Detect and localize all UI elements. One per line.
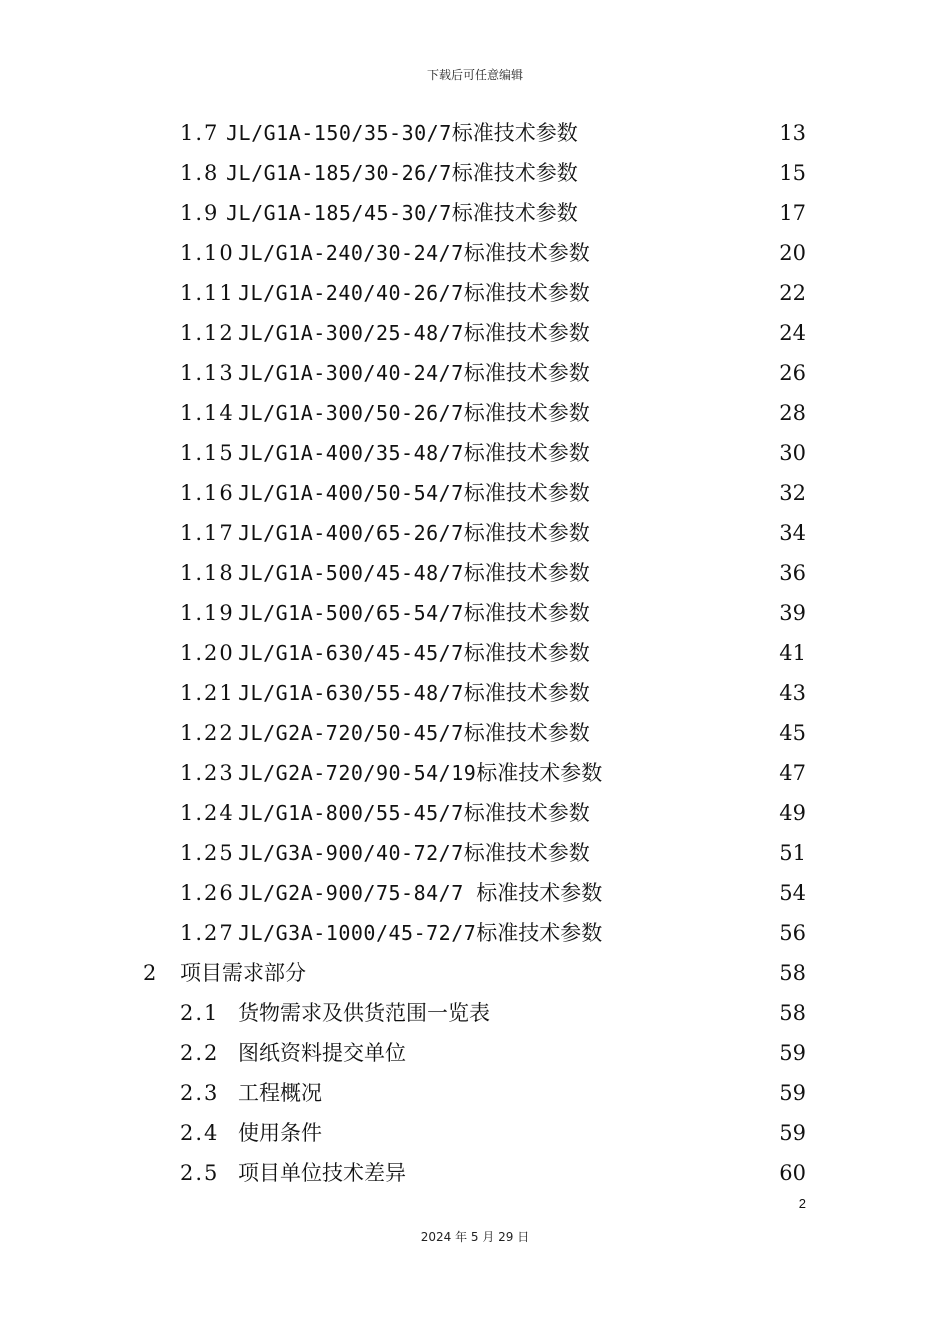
toc-entry[interactable]: [0, 753, 950, 793]
toc-title: JL/G2A-720/90-54/19标准技术参数: [238, 761, 603, 785]
toc-page: 20: [779, 241, 806, 265]
toc-entry[interactable]: [0, 673, 950, 713]
toc-entry[interactable]: [0, 153, 950, 193]
toc-number: 1.27: [180, 921, 235, 945]
toc-page: 28: [779, 401, 806, 425]
toc-title: JL/G1A-300/50-26/7标准技术参数: [238, 401, 590, 425]
toc-title: 货物需求及供货范围一览表: [238, 1001, 490, 1025]
toc-page: 60: [779, 1161, 806, 1185]
toc-number: 1.10: [180, 241, 235, 265]
toc-number: 1.14: [180, 401, 235, 425]
toc-page: 32: [779, 481, 806, 505]
toc-entry[interactable]: [0, 193, 950, 233]
toc-title: JL/G1A-500/45-48/7标准技术参数: [238, 561, 590, 585]
toc-number: 1.7: [180, 121, 220, 145]
toc-page: 24: [779, 321, 806, 345]
toc-title: JL/G1A-400/35-48/7标准技术参数: [238, 441, 590, 465]
toc-page: 51: [779, 841, 806, 865]
toc-page: 13: [779, 121, 806, 145]
toc-page: 22: [779, 281, 806, 305]
toc-title: 项目单位技术差异: [238, 1161, 406, 1185]
toc-entry[interactable]: [0, 633, 950, 673]
toc-page: 58: [779, 961, 806, 985]
toc-title: JL/G1A-240/30-24/7标准技术参数: [238, 241, 590, 265]
toc-title: JL/G1A-185/30-26/7标准技术参数: [226, 161, 578, 185]
page-number: 2: [798, 1196, 806, 1211]
toc-page: 59: [779, 1081, 806, 1105]
toc-entry[interactable]: [0, 353, 950, 393]
toc-entry[interactable]: [0, 113, 950, 153]
toc-number: 2.2: [180, 1041, 220, 1065]
toc-title: JL/G3A-1000/45-72/7标准技术参数: [238, 921, 603, 945]
toc-entry[interactable]: [0, 1153, 950, 1193]
toc-page: 59: [779, 1121, 806, 1145]
toc-entry[interactable]: [0, 833, 950, 873]
toc-page: 17: [779, 201, 806, 225]
toc-title: JL/G1A-300/40-24/7标准技术参数: [238, 361, 590, 385]
toc-entry[interactable]: [0, 593, 950, 633]
toc-number: 1.16: [180, 481, 235, 505]
toc-number: 1.17: [180, 521, 235, 545]
toc-title: JL/G3A-900/40-72/7标准技术参数: [238, 841, 590, 865]
toc-page: 45: [779, 721, 806, 745]
toc-page: 58: [779, 1001, 806, 1025]
toc-title: 工程概况: [238, 1081, 322, 1105]
toc-number: 2.3: [180, 1081, 220, 1105]
toc-number: 2.1: [180, 1001, 220, 1025]
toc-page: 47: [779, 761, 806, 785]
toc-title: JL/G1A-500/65-54/7标准技术参数: [238, 601, 590, 625]
toc-number: 1.26: [180, 881, 235, 905]
toc-entry[interactable]: [0, 433, 950, 473]
toc-entry[interactable]: [0, 473, 950, 513]
toc-number: 1.19: [180, 601, 235, 625]
toc-entry[interactable]: [0, 513, 950, 553]
toc-entry[interactable]: [0, 873, 950, 913]
toc-page: 30: [779, 441, 806, 465]
toc-number: 2.5: [180, 1161, 220, 1185]
toc-title: JL/G1A-150/35-30/7标准技术参数: [226, 121, 578, 145]
toc-page: 15: [779, 161, 806, 185]
toc-entry[interactable]: [0, 913, 950, 953]
toc-number: 1.8: [180, 161, 220, 185]
toc-number: 1.25: [180, 841, 235, 865]
toc-entry[interactable]: [0, 1113, 950, 1153]
toc-number: 1.24: [180, 801, 235, 825]
toc-page: 56: [779, 921, 806, 945]
toc-number: 1.15: [180, 441, 235, 465]
toc-title: 图纸资料提交单位: [238, 1041, 406, 1065]
toc-number: 1.21: [180, 681, 235, 705]
toc-entry[interactable]: [0, 1073, 950, 1113]
toc-number: 1.18: [180, 561, 235, 585]
toc-number: 1.13: [180, 361, 235, 385]
toc-entry[interactable]: [0, 793, 950, 833]
toc-number: 2.4: [180, 1121, 220, 1145]
toc-title: 项目需求部分: [180, 961, 306, 985]
toc-page: 54: [779, 881, 806, 905]
toc-entry[interactable]: [0, 393, 950, 433]
toc-title: JL/G1A-800/55-45/7标准技术参数: [238, 801, 590, 825]
toc-title: JL/G2A-900/75-84/7 标准技术参数: [238, 881, 603, 905]
toc-title: JL/G1A-400/50-54/7标准技术参数: [238, 481, 590, 505]
toc-page: 41: [779, 641, 806, 665]
toc-page: 34: [779, 521, 806, 545]
toc-entry[interactable]: [0, 553, 950, 593]
toc-page: 59: [779, 1041, 806, 1065]
toc-title: JL/G1A-400/65-26/7标准技术参数: [238, 521, 590, 545]
toc-number: 1.12: [180, 321, 235, 345]
toc-title: JL/G2A-720/50-45/7标准技术参数: [238, 721, 590, 745]
toc-number: 1.23: [180, 761, 235, 785]
toc-number: 1.9: [180, 201, 220, 225]
toc-entry[interactable]: [0, 273, 950, 313]
toc-chapter-entry[interactable]: [0, 953, 950, 993]
toc-page: 49: [779, 801, 806, 825]
toc-entry[interactable]: [0, 233, 950, 273]
toc-entry[interactable]: [0, 713, 950, 753]
toc-title: JL/G1A-630/45-45/7标准技术参数: [238, 641, 590, 665]
toc-title: 使用条件: [238, 1121, 322, 1145]
toc-entry[interactable]: [0, 313, 950, 353]
toc-page: 39: [779, 601, 806, 625]
toc-entry[interactable]: [0, 993, 950, 1033]
toc-entry[interactable]: [0, 1033, 950, 1073]
toc-number: 2: [143, 961, 159, 985]
toc-page: 36: [779, 561, 806, 585]
page-header: 下载后可任意编辑: [426, 68, 523, 82]
toc-page: 26: [779, 361, 806, 385]
toc-number: 1.20: [180, 641, 235, 665]
toc-number: 1.22: [180, 721, 235, 745]
toc-title: JL/G1A-185/45-30/7标准技术参数: [226, 201, 578, 225]
toc-number: 1.11: [180, 281, 235, 305]
toc-title: JL/G1A-300/25-48/7标准技术参数: [238, 321, 590, 345]
toc-title: JL/G1A-240/40-26/7标准技术参数: [238, 281, 590, 305]
toc-title: JL/G1A-630/55-48/7标准技术参数: [238, 681, 590, 705]
page-footer-date: 2024 年 5 月 29 日: [420, 1230, 530, 1244]
toc-page: 43: [779, 681, 806, 705]
